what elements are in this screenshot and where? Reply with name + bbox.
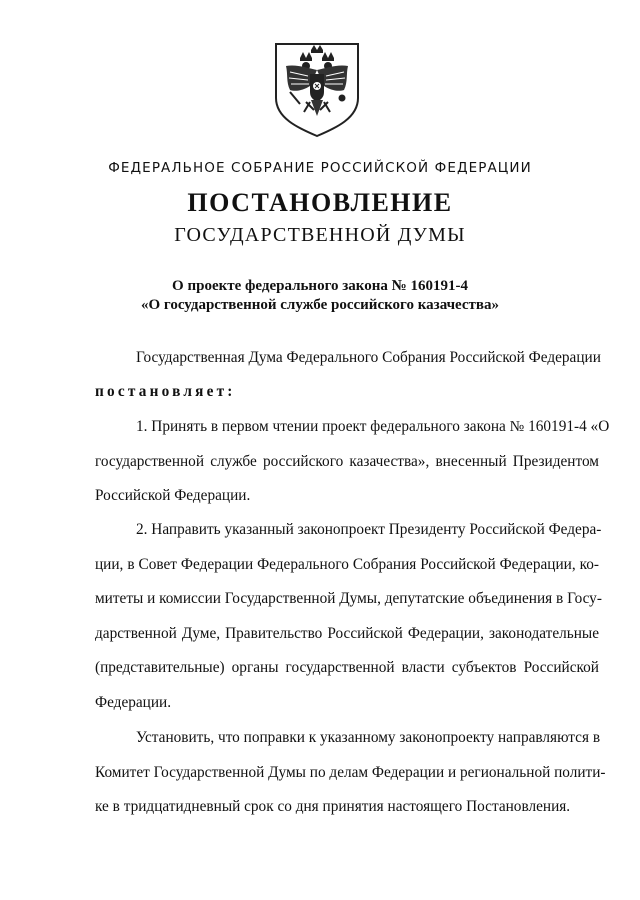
document-subject bbox=[0, 277, 640, 315]
paragraph-line: Российской Федерации. bbox=[95, 487, 251, 504]
paragraph-line: государственной службе российского казачества», внесенный Президентом bbox=[95, 452, 599, 470]
paragraph-line: митеты и комиссии Государственной Думы, депутатские объединения в Госу- bbox=[95, 590, 602, 607]
federal-assembly-heading: ФЕДЕРАЛЬНОЕ СОБРАНИЕ РОССИЙСКОЙ ФЕДЕРАЦИИ bbox=[108, 160, 532, 176]
paragraph-line: 2. Направить указанный законопроект Президенту Российской Федера- bbox=[136, 521, 602, 538]
paragraph-line: (представительные) органы государственной власти субъектов Российской bbox=[95, 659, 599, 676]
coat-of-arms-emblem bbox=[270, 40, 364, 138]
item-1-paragraph bbox=[95, 410, 610, 514]
preamble-paragraph bbox=[95, 341, 599, 376]
document-title: ПОСТАНОВЛЕНИЕ bbox=[187, 188, 453, 217]
preamble-line: Государственная Дума Федерального Собрания Российской Федерации bbox=[136, 349, 601, 366]
paragraph-line: Комитет Государственной Думы по делам Федерации и региональной полити- bbox=[95, 763, 606, 781]
document-subtitle: ГОСУДАРСТВЕННОЙ ДУМЫ bbox=[174, 224, 466, 246]
paragraph-line: ции, в Совет Федерации Федерального Собрания Российской Федерации, ко- bbox=[95, 555, 599, 573]
item-3-paragraph bbox=[95, 721, 606, 825]
decree-paragraph bbox=[95, 375, 599, 410]
russian-double-headed-eagle-icon bbox=[270, 40, 364, 138]
paragraph-line: Установить, что поправки к указанному законопроекту направляются в bbox=[136, 729, 601, 746]
paragraph-line: дарственной Думе, Правительство Российской Федерации, законодательные bbox=[95, 624, 599, 642]
item-2-paragraph bbox=[95, 513, 602, 720]
subject-line: «О государственной службе российского казачества» bbox=[140, 297, 500, 313]
paragraph-line: 1. Принять в первом чтении проект федерального закона № 160191-4 «О bbox=[136, 418, 610, 435]
paragraph-line: ке в тридцатидневный срок со дня принятия настоящего Постановления. bbox=[95, 798, 571, 815]
paragraph-line: Федерации. bbox=[95, 693, 172, 711]
decree-word: постановляет: bbox=[95, 383, 236, 400]
subject-line: О проекте федерального закона № 160191-4 bbox=[172, 278, 468, 294]
